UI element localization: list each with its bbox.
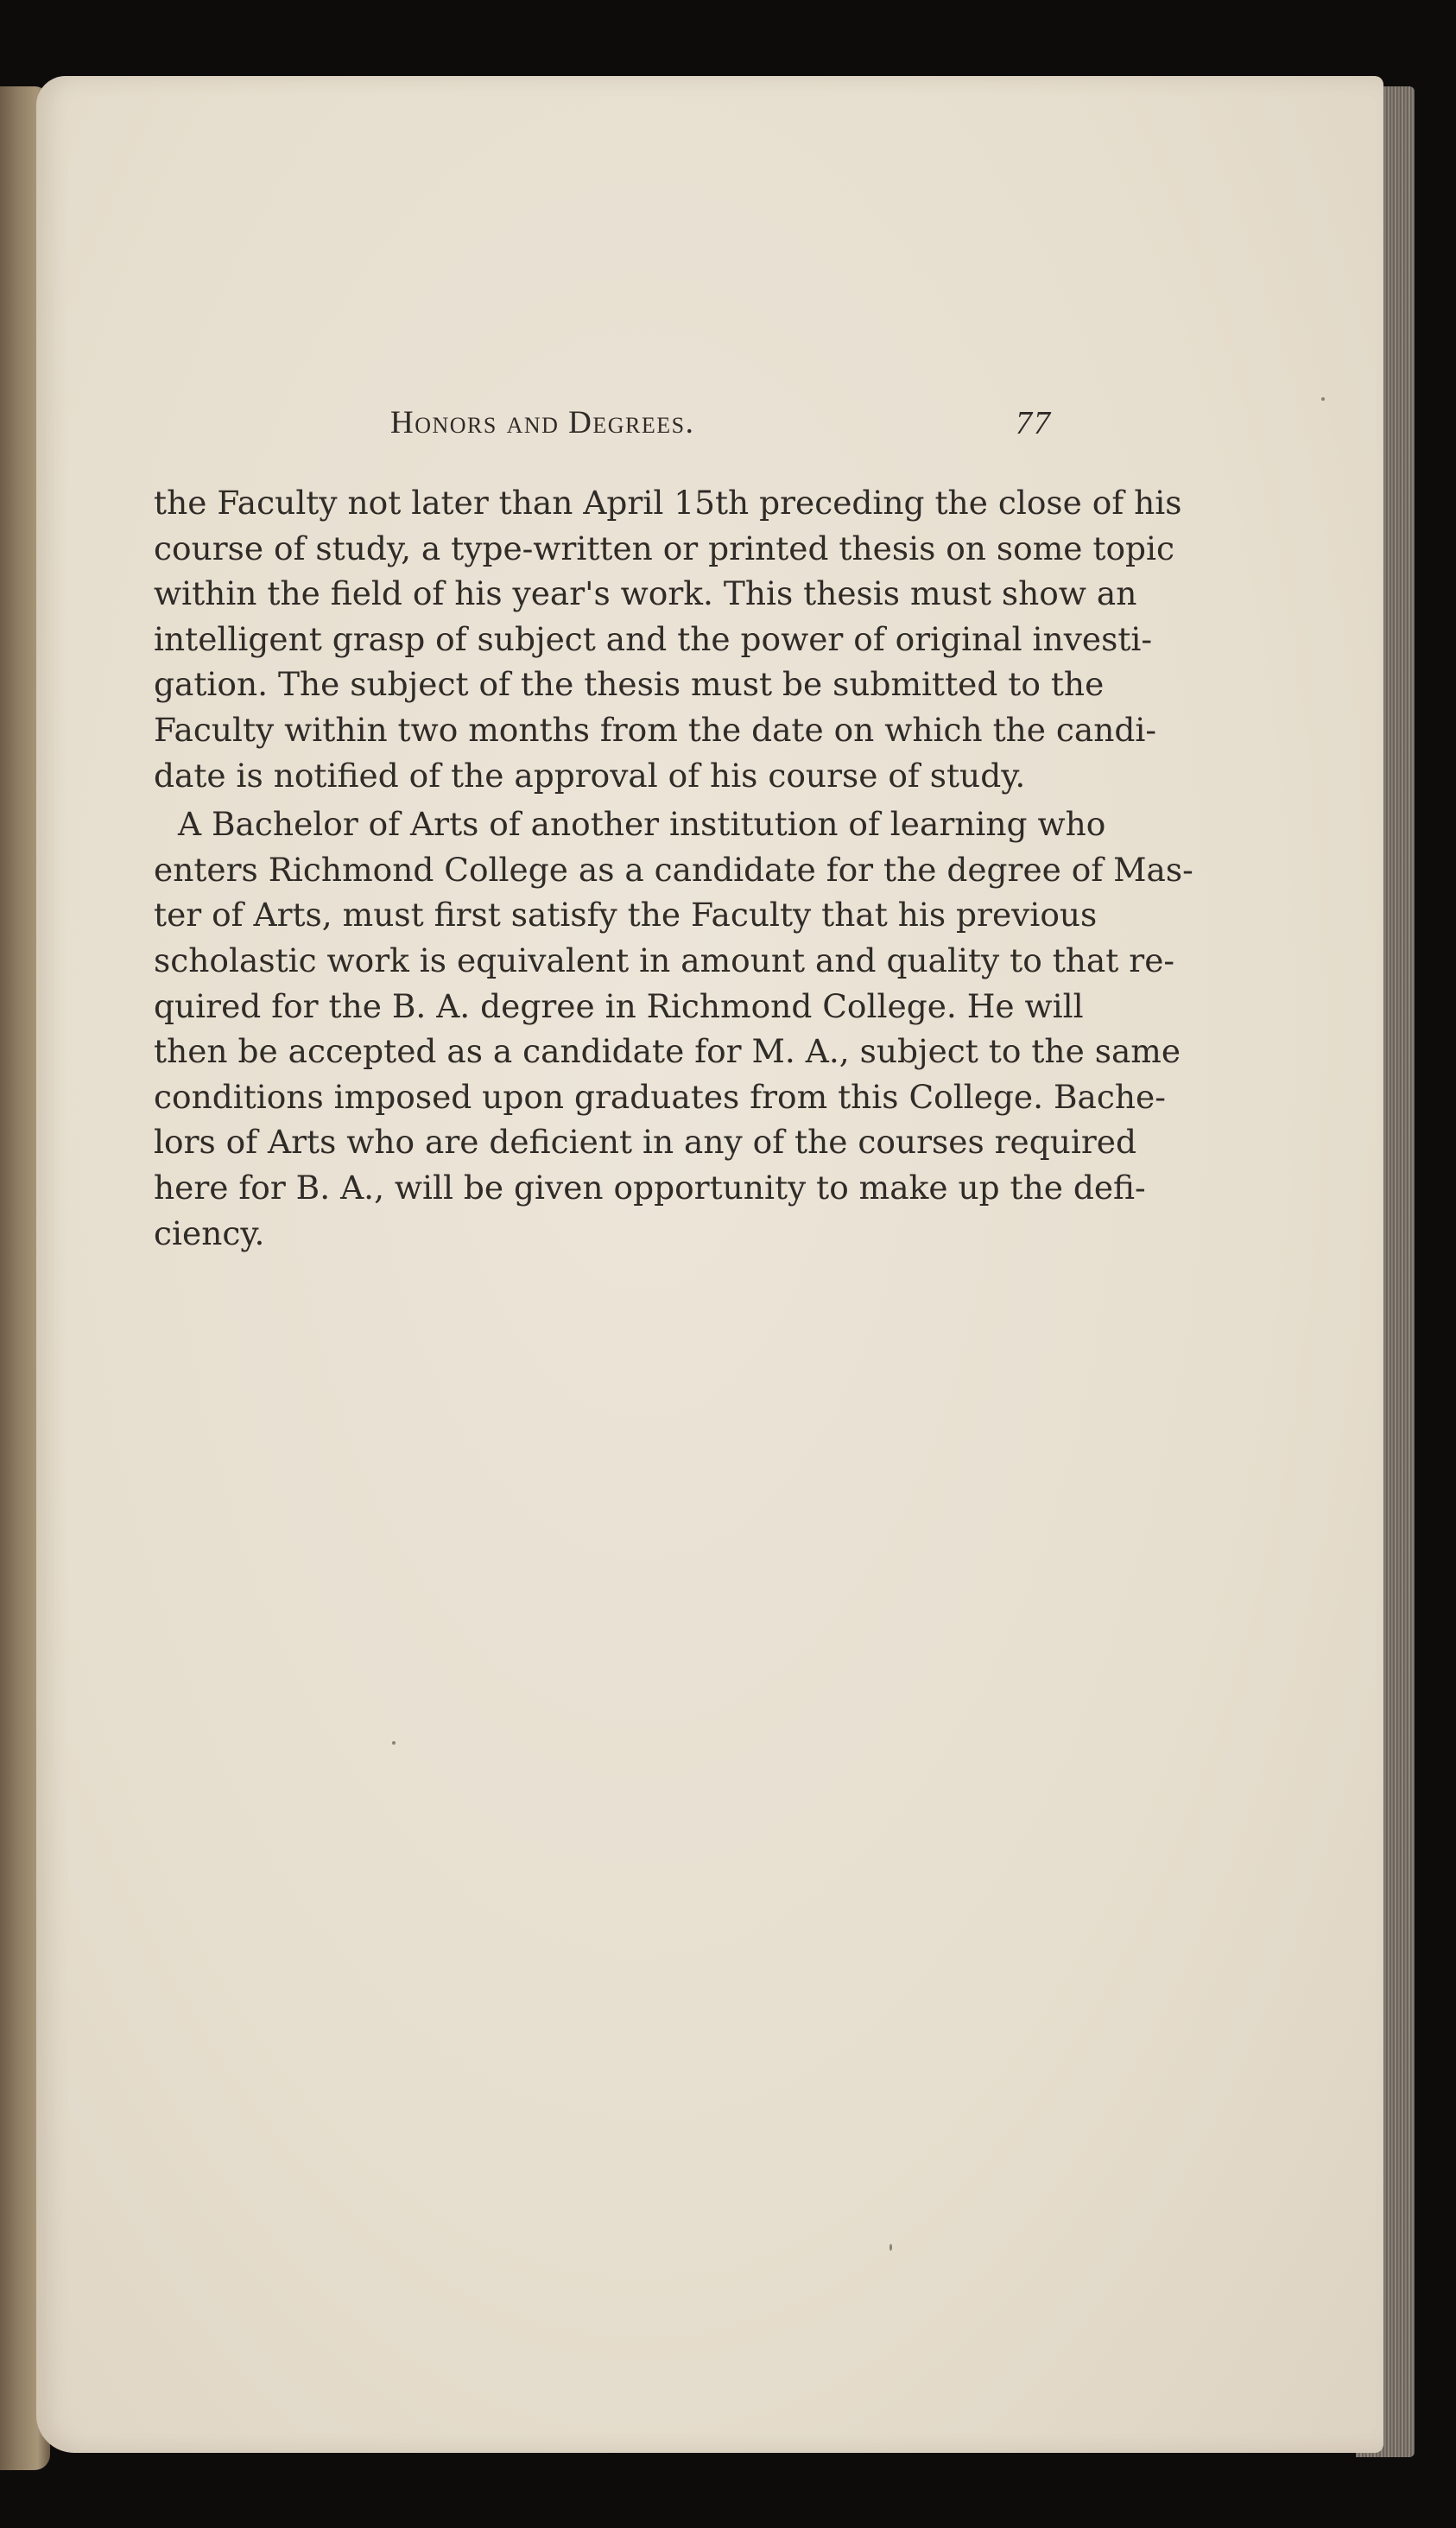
- text-line: intelligent grasp of subject and the power of original investi-: [154, 619, 1153, 658]
- paragraph-2: [154, 801, 1193, 1256]
- paper-speck: [1321, 397, 1325, 401]
- page-number: 77: [1016, 405, 1052, 441]
- text-line: then be accepted as a candidate for M. A., subject to the same: [154, 1032, 1181, 1071]
- text-line: lors of Arts who are deficient in any of the courses required: [154, 1123, 1137, 1162]
- running-head-title: Honors and Degrees.: [390, 405, 695, 440]
- paper-speck: [889, 2244, 892, 2251]
- text-line: date is notified of the approval of his course of study.: [154, 756, 1026, 795]
- text-line: within the field of his year's work. This thesis must show an: [154, 574, 1137, 613]
- text-line: the Faculty not later than April 15th preceding the close of his: [154, 484, 1182, 522]
- text-line: gation. The subject of the thesis must be submitted to the: [154, 665, 1105, 704]
- text-line: quired for the B. A. degree in Richmond College. He will: [154, 986, 1084, 1025]
- text-line: scholastic work is equivalent in amount and quality to that re-: [154, 941, 1175, 979]
- running-head: [390, 404, 1052, 453]
- text-line: enters Richmond College as a candidate for the degree of Mas-: [154, 850, 1193, 889]
- text-line: ter of Arts, must first satisfy the Faculty that his previous: [154, 896, 1098, 935]
- text-line: Faculty within two months from the date on which the candi-: [154, 710, 1157, 749]
- paper-speck: [392, 1741, 396, 1745]
- text-line: ciency.: [154, 1213, 265, 1252]
- paragraph-1: [154, 480, 1182, 798]
- text-line: course of study, a type-written or printed thesis on some topic: [154, 529, 1175, 567]
- text-line: conditions imposed upon graduates from this College. Bache-: [154, 1077, 1166, 1116]
- text-line: here for B. A., will be given opportunity to make up the defi-: [154, 1168, 1146, 1207]
- body-text: [154, 480, 1193, 1256]
- text-line: A Bachelor of Arts of another institution of learning who: [178, 805, 1106, 844]
